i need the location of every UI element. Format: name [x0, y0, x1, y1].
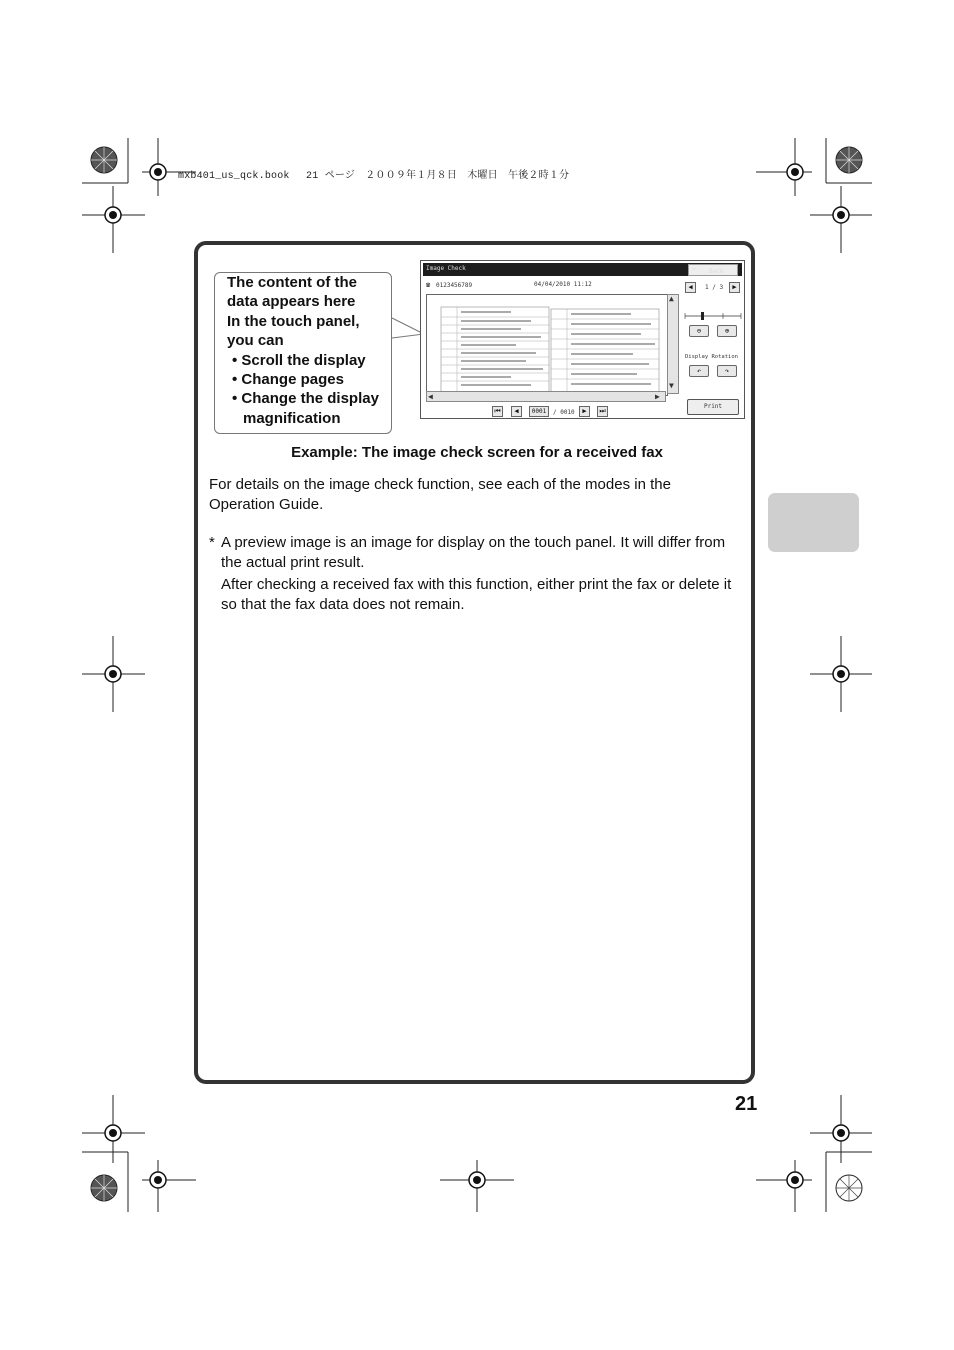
note-asterisk: * [209, 534, 215, 551]
scroll-left-icon[interactable]: ◀ [428, 392, 433, 401]
scroll-right-icon[interactable]: ▶ [655, 392, 660, 401]
zoom-out-button[interactable]: ⊖ [689, 325, 709, 337]
phone-icon: ☎ [426, 281, 431, 289]
zoom-in-button[interactable]: ⊕ [717, 325, 737, 337]
screen-title: Image Check [426, 265, 466, 272]
last-page-button[interactable]: ⏭ [597, 406, 608, 417]
note-paragraph: A preview image is an image for display on the touch panel. It will differ from the actual print result. [221, 534, 726, 571]
print-button[interactable]: Print [687, 399, 739, 415]
figure-caption: Example: The image check screen for a received fax [291, 444, 663, 461]
prev-page-button[interactable]: ◀ [511, 406, 522, 417]
back-arrow-icon: ← [692, 264, 697, 273]
callout-bullet-cont: magnification [243, 409, 341, 427]
scroll-down-icon[interactable]: ▼ [669, 381, 674, 390]
horizontal-scrollbar[interactable] [426, 391, 666, 402]
callout-line: you can [227, 332, 284, 350]
callout-bullet: • Change pages [232, 371, 344, 389]
next-button[interactable]: ▶ [729, 282, 740, 293]
scroll-up-icon[interactable]: ▲ [669, 294, 674, 303]
display-rotation-label: Display Rotation [685, 354, 738, 360]
screen-title-bar [423, 263, 742, 276]
rotate-right-button[interactable]: ↷ [717, 365, 737, 377]
received-datetime: 04/04/2010 11:12 [534, 281, 592, 288]
vertical-scrollbar[interactable] [667, 294, 679, 394]
callout-bullet: • Change the display [232, 390, 379, 408]
zoom-slider[interactable] [683, 311, 743, 321]
rotate-left-button[interactable]: ↶ [689, 365, 709, 377]
next-page-button[interactable]: ▶ [579, 406, 590, 417]
callout-text [227, 273, 379, 428]
callout-line: In the touch panel, [227, 312, 360, 330]
back-button[interactable]: ← Back [688, 264, 738, 276]
print-slug: mxb401_us_qck.book 21 ページ ２００９年１月８日 木曜日 午後２時１分 [178, 171, 570, 182]
page-total: / 0010 [553, 409, 575, 416]
image-check-screenshot [420, 260, 745, 419]
page-number: 21 [735, 1093, 758, 1115]
callout-line: data appears here [227, 293, 356, 311]
page-number-box[interactable]: 0001 [529, 406, 549, 417]
callout-bullet: • Scroll the display [232, 351, 366, 369]
first-page-button[interactable]: ⏮ [492, 406, 503, 417]
callout-line: The content of the [227, 274, 357, 291]
fax-page-thumbnail [427, 295, 667, 395]
prev-button[interactable]: ◀ [685, 282, 696, 293]
page-position: 1 / 3 [705, 284, 724, 291]
note [209, 533, 739, 617]
sender-number: 0123456789 [436, 282, 473, 289]
section-tab [768, 493, 859, 552]
note-paragraph: After checking a received fax with this function, either print the fax or delete it so that the fax data does not remain. [221, 576, 732, 613]
body-paragraph: For details on the image check function, see each of the modes in the Operation Guide. [209, 476, 671, 513]
document-preview[interactable] [426, 294, 668, 396]
